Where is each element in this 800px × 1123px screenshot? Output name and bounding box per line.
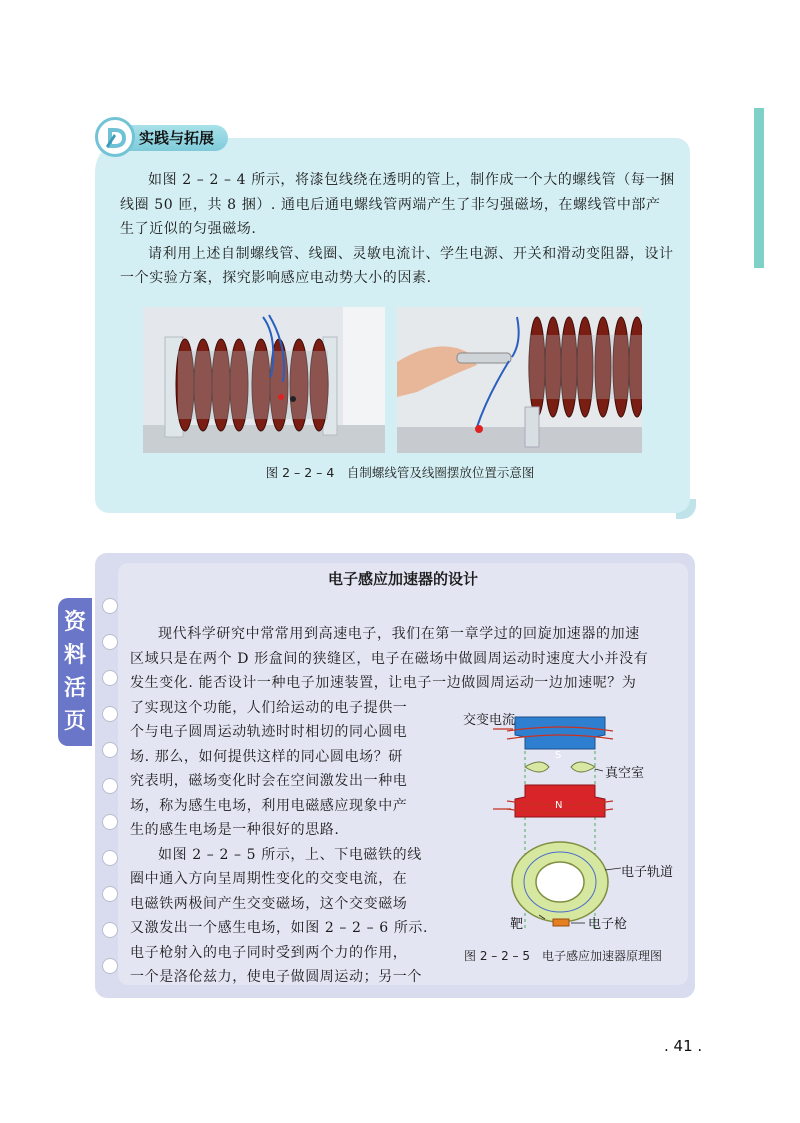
practice-paragraph-1: 如图 2 – 2 – 4 所示，将漆包线绕在透明的管上，制作成一个大的螺线管（每一捆线圈 50 匝，共 8 捆）. 通电后通电螺线管两端产生了非匀强磁场，在螺线管中部产生了近似的匀强磁场.	[120, 172, 675, 237]
binder-hole	[102, 814, 118, 830]
text-line: 发生变化. 能否设计一种电子加速装置，让电子一边做圆周运动一边加速呢？为	[130, 675, 637, 691]
practice-badge-title: 实践与拓展	[125, 125, 228, 151]
solenoid-photo-left	[143, 307, 385, 453]
label-target: 靶	[510, 917, 524, 932]
text-line: 电子枪射入的电子同时受到两个力的作用，	[130, 944, 408, 961]
solenoid-photo-right	[397, 307, 642, 453]
label-n-pole: N	[555, 800, 563, 811]
text-line: 场，称为感生电场，利用电磁感应现象中产	[130, 797, 408, 814]
text-line: 个与电子圆周运动轨迹时时相切的同心圆电	[130, 724, 408, 740]
binder-hole	[102, 850, 118, 866]
text-line: 又激发出一个感生电场，如图 2 – 2 – 6 所示.	[130, 920, 429, 936]
binder-hole	[102, 778, 118, 794]
text-line: 场. 那么，如何提供这样的同心圆电场？研	[130, 748, 403, 765]
text-line: 了实现这个功能，人们给运动的电子提供一	[130, 699, 408, 716]
text-line: 一个是洛伦兹力，使电子做圆周运动；另一个	[130, 969, 422, 985]
figure-caption-2-2-4: 图 2 – 2 – 4 自制螺线管及线圈摆放位置示意图	[265, 465, 535, 480]
info-tab	[58, 598, 92, 746]
betatron-diagram	[455, 705, 695, 980]
binder-hole	[102, 634, 118, 650]
side-tab-strip	[754, 108, 764, 268]
page-number: . 41 .	[664, 1037, 703, 1055]
practice-logo-icon	[95, 117, 135, 157]
binder-hole	[102, 922, 118, 938]
figure-caption-2-2-5: 图 2 – 2 – 5 电子感应加速器原理图	[464, 949, 662, 963]
binder-hole	[102, 958, 118, 974]
info-tab-label: 资料活页	[63, 610, 86, 734]
label-electron-gun: 电子枪	[588, 917, 628, 932]
label-electron-orbit: 电子轨道	[621, 865, 674, 880]
label-vacuum-chamber: 真空室	[605, 766, 645, 781]
text-line: 区域只是在两个 D 形盒间的狭缝区，电子在磁场中做圆周运动时速度大小并没有	[130, 650, 649, 667]
info-title: 电子感应加速器的设计	[327, 570, 478, 588]
binder-hole	[102, 670, 118, 686]
binder-hole	[102, 598, 118, 614]
label-alternating-current: 交变电流	[463, 713, 516, 728]
binder-hole	[102, 742, 118, 758]
practice-paragraph-2: 请利用上述自制螺线管、线圈、灵敏电流计、学生电源、开关和滑动变阻器，设计一个实验方案，探究影响感应电动势大小的因素.	[120, 245, 674, 286]
text-line: 究表明，磁场变化时会在空间激发出一种电	[130, 773, 408, 789]
binder-hole	[102, 886, 118, 902]
label-s-pole: S	[555, 750, 562, 761]
text-line: 现代科学研究中常常用到高速电子，我们在第一章学过的回旋加速器的加速	[158, 626, 640, 642]
text-line: 电磁铁两极间产生交变磁场，这个交变磁场	[130, 895, 408, 912]
text-line: 生的感生电场是一种很好的思路.	[130, 822, 340, 838]
practice-text	[120, 168, 675, 291]
binder-hole	[102, 706, 118, 722]
text-line: 圈中通入方向呈周期性变化的交变电流，在	[130, 871, 408, 887]
text-line: 如图 2 – 2 – 5 所示，上、下电磁铁的线	[158, 846, 422, 863]
